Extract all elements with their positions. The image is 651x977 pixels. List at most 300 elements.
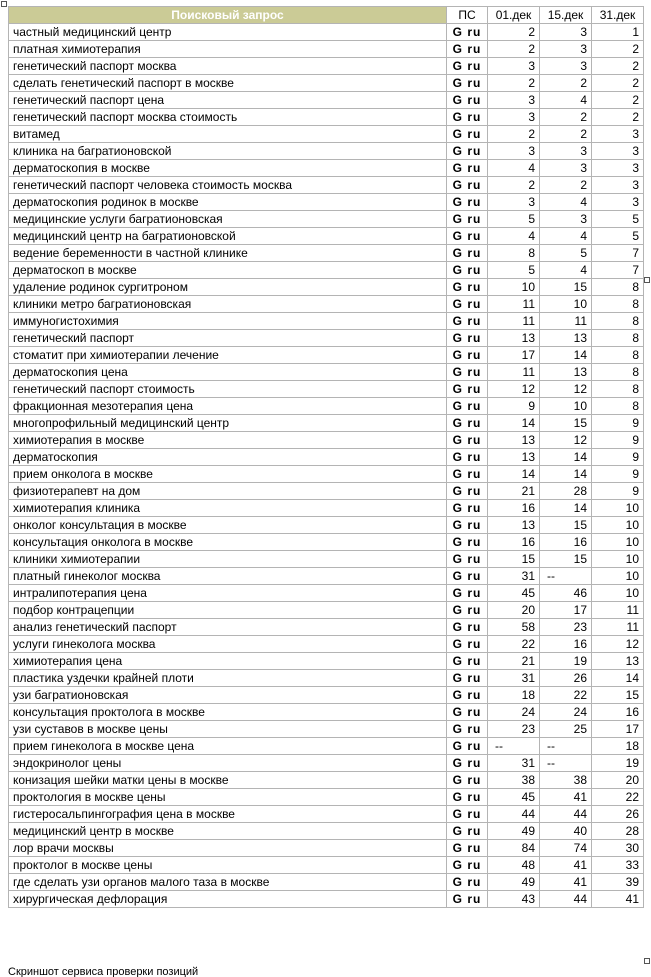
position-cell: 16 xyxy=(540,534,592,551)
query-cell: фракционная мезотерапия цена xyxy=(9,398,447,415)
search-engine-cell: G ru xyxy=(447,874,488,891)
table-row xyxy=(9,840,644,857)
position-cell: 14 xyxy=(540,466,592,483)
query-cell: генетический паспорт стоимость xyxy=(9,381,447,398)
header-search-engine: ПС xyxy=(447,7,488,24)
position-cell: 3 xyxy=(540,143,592,160)
query-cell: многопрофильный медицинский центр xyxy=(9,415,447,432)
position-cell: 8 xyxy=(488,245,540,262)
search-engine-cell: G ru xyxy=(447,670,488,687)
position-cell: 3 xyxy=(540,41,592,58)
position-cell: 24 xyxy=(540,704,592,721)
query-cell: медицинские услуги багратионовская xyxy=(9,211,447,228)
position-cell: 46 xyxy=(540,585,592,602)
search-engine-cell: G ru xyxy=(447,653,488,670)
position-cell: 2 xyxy=(488,24,540,41)
search-engine-cell: G ru xyxy=(447,313,488,330)
table-row xyxy=(9,823,644,840)
position-cell: 5 xyxy=(488,211,540,228)
position-cell: 9 xyxy=(592,432,644,449)
position-cell: 8 xyxy=(592,381,644,398)
search-engine-cell: G ru xyxy=(447,755,488,772)
search-engine-cell: G ru xyxy=(447,483,488,500)
table-body xyxy=(9,24,644,908)
position-cell: 38 xyxy=(488,772,540,789)
search-engine-cell: G ru xyxy=(447,568,488,585)
query-cell: генетический паспорт цена xyxy=(9,92,447,109)
table-row xyxy=(9,296,644,313)
position-cell: 45 xyxy=(488,789,540,806)
position-cell: 13 xyxy=(592,653,644,670)
position-cell: -- xyxy=(540,755,592,772)
position-cell: 17 xyxy=(488,347,540,364)
query-cell: клиники метро багратионовская xyxy=(9,296,447,313)
table-row xyxy=(9,551,644,568)
position-cell: -- xyxy=(540,738,592,755)
position-cell: 21 xyxy=(488,653,540,670)
search-engine-cell: G ru xyxy=(447,619,488,636)
table-row xyxy=(9,874,644,891)
position-cell: 11 xyxy=(488,296,540,313)
position-cell: 3 xyxy=(592,160,644,177)
position-cell: 14 xyxy=(488,466,540,483)
query-cell: проктолог в москве цены xyxy=(9,857,447,874)
table-row xyxy=(9,194,644,211)
position-cell: -- xyxy=(540,568,592,585)
search-engine-cell: G ru xyxy=(447,296,488,313)
search-engine-cell: G ru xyxy=(447,92,488,109)
table-row xyxy=(9,347,644,364)
query-cell: химиотерапия в москве xyxy=(9,432,447,449)
position-cell: 14 xyxy=(540,449,592,466)
position-cell: 10 xyxy=(592,568,644,585)
position-cell: 8 xyxy=(592,330,644,347)
query-cell: консультация проктолога в москве xyxy=(9,704,447,721)
position-cell: 10 xyxy=(592,500,644,517)
search-engine-cell: G ru xyxy=(447,364,488,381)
search-engine-cell: G ru xyxy=(447,772,488,789)
search-engine-cell: G ru xyxy=(447,109,488,126)
position-cell: 44 xyxy=(540,806,592,823)
position-cell: 9 xyxy=(592,483,644,500)
position-cell: 41 xyxy=(540,857,592,874)
table-row xyxy=(9,364,644,381)
position-cell: 20 xyxy=(592,772,644,789)
position-cell: 26 xyxy=(540,670,592,687)
table-row xyxy=(9,636,644,653)
position-cell: 4 xyxy=(540,262,592,279)
table-row xyxy=(9,721,644,738)
table-row xyxy=(9,262,644,279)
position-cell: 8 xyxy=(592,347,644,364)
position-cell: 22 xyxy=(488,636,540,653)
position-cell: 14 xyxy=(592,670,644,687)
table-row xyxy=(9,58,644,75)
query-cell: генетический паспорт xyxy=(9,330,447,347)
search-engine-cell: G ru xyxy=(447,262,488,279)
position-cell: 9 xyxy=(488,398,540,415)
position-cell: 3 xyxy=(488,58,540,75)
search-engine-cell: G ru xyxy=(447,449,488,466)
search-engine-cell: G ru xyxy=(447,789,488,806)
query-cell: дерматоскопия родинок в москве xyxy=(9,194,447,211)
position-cell: 9 xyxy=(592,415,644,432)
table-row xyxy=(9,177,644,194)
search-engine-cell: G ru xyxy=(447,840,488,857)
query-cell: генетический паспорт москва стоимость xyxy=(9,109,447,126)
position-cell: 39 xyxy=(592,874,644,891)
position-cell: 31 xyxy=(488,568,540,585)
search-engine-cell: G ru xyxy=(447,211,488,228)
position-cell: 10 xyxy=(540,398,592,415)
position-cell: 7 xyxy=(592,262,644,279)
position-cell: 58 xyxy=(488,619,540,636)
position-cell: 2 xyxy=(592,75,644,92)
position-cell: 22 xyxy=(592,789,644,806)
table-row xyxy=(9,483,644,500)
position-cell: 2 xyxy=(540,75,592,92)
position-cell: 8 xyxy=(592,364,644,381)
position-cell: 19 xyxy=(592,755,644,772)
position-cell: 2 xyxy=(488,41,540,58)
query-cell: консультация онколога в москве xyxy=(9,534,447,551)
table-row xyxy=(9,806,644,823)
search-engine-cell: G ru xyxy=(447,517,488,534)
search-engine-cell: G ru xyxy=(447,228,488,245)
position-cell: 38 xyxy=(540,772,592,789)
position-cell: 15 xyxy=(488,551,540,568)
position-cell: 3 xyxy=(488,194,540,211)
search-engine-cell: G ru xyxy=(447,143,488,160)
search-engine-cell: G ru xyxy=(447,245,488,262)
position-cell: 13 xyxy=(540,364,592,381)
position-cell: 11 xyxy=(488,364,540,381)
position-cell: 11 xyxy=(592,602,644,619)
search-engine-cell: G ru xyxy=(447,279,488,296)
query-cell: узи багратионовская xyxy=(9,687,447,704)
position-cell: 49 xyxy=(488,823,540,840)
position-cell: 84 xyxy=(488,840,540,857)
table-row xyxy=(9,432,644,449)
position-cell: 13 xyxy=(488,449,540,466)
search-engine-cell: G ru xyxy=(447,891,488,908)
position-cell: 21 xyxy=(488,483,540,500)
table-row xyxy=(9,466,644,483)
search-engine-cell: G ru xyxy=(447,585,488,602)
position-cell: 11 xyxy=(540,313,592,330)
position-cell: 16 xyxy=(540,636,592,653)
table-row xyxy=(9,500,644,517)
table-row xyxy=(9,687,644,704)
position-cell: 41 xyxy=(540,874,592,891)
position-cell: 24 xyxy=(488,704,540,721)
position-cell: 43 xyxy=(488,891,540,908)
query-cell: витамед xyxy=(9,126,447,143)
table-row xyxy=(9,381,644,398)
position-cell: 4 xyxy=(540,194,592,211)
position-cell: 14 xyxy=(540,500,592,517)
position-cell: 25 xyxy=(540,721,592,738)
position-cell: 2 xyxy=(488,177,540,194)
position-cell: 16 xyxy=(488,500,540,517)
query-cell: пластика уздечки крайней плоти xyxy=(9,670,447,687)
table-row xyxy=(9,602,644,619)
query-cell: стоматит при химиотерапии лечение xyxy=(9,347,447,364)
query-cell: платный гинеколог москва xyxy=(9,568,447,585)
position-cell: 22 xyxy=(540,687,592,704)
position-cell: 9 xyxy=(592,466,644,483)
table-row xyxy=(9,517,644,534)
position-cell: 13 xyxy=(488,517,540,534)
table-row xyxy=(9,143,644,160)
query-cell: клиники химиотерапии xyxy=(9,551,447,568)
query-cell: генетический паспорт москва xyxy=(9,58,447,75)
query-cell: медицинский центр в москве xyxy=(9,823,447,840)
position-cell: 3 xyxy=(540,211,592,228)
query-cell: частный медицинский центр xyxy=(9,24,447,41)
search-engine-cell: G ru xyxy=(447,806,488,823)
table-row xyxy=(9,789,644,806)
position-cell: 10 xyxy=(540,296,592,313)
position-cell: 10 xyxy=(592,551,644,568)
table-row xyxy=(9,211,644,228)
query-cell: прием онколога в москве xyxy=(9,466,447,483)
position-cell: 33 xyxy=(592,857,644,874)
position-cell: 4 xyxy=(488,160,540,177)
search-engine-cell: G ru xyxy=(447,687,488,704)
search-engine-cell: G ru xyxy=(447,551,488,568)
position-cell: 23 xyxy=(488,721,540,738)
search-engine-cell: G ru xyxy=(447,415,488,432)
position-cell: 5 xyxy=(488,262,540,279)
position-cell: 31 xyxy=(488,670,540,687)
position-cell: 7 xyxy=(592,245,644,262)
position-cell: 15 xyxy=(540,517,592,534)
position-cell: 4 xyxy=(540,92,592,109)
position-cell: 15 xyxy=(592,687,644,704)
search-engine-cell: G ru xyxy=(447,381,488,398)
caption-clipped: Скриншот сервиса проверки позиций xyxy=(8,966,199,977)
query-cell: ведение беременности в частной клинике xyxy=(9,245,447,262)
query-cell: подбор контрацепции xyxy=(9,602,447,619)
position-cell: 2 xyxy=(592,58,644,75)
position-cell: 9 xyxy=(592,449,644,466)
position-cell: 31 xyxy=(488,755,540,772)
search-engine-cell: G ru xyxy=(447,466,488,483)
position-cell: 2 xyxy=(540,177,592,194)
query-cell: интралипотерапия цена xyxy=(9,585,447,602)
table-row xyxy=(9,228,644,245)
table-row xyxy=(9,75,644,92)
position-cell: 5 xyxy=(592,211,644,228)
position-cell: 49 xyxy=(488,874,540,891)
query-cell: хирургическая дефлорация xyxy=(9,891,447,908)
position-cell: 14 xyxy=(540,347,592,364)
position-cell: 3 xyxy=(540,160,592,177)
query-cell: удаление родинок сургитроном xyxy=(9,279,447,296)
position-cell: 16 xyxy=(592,704,644,721)
position-cell: 11 xyxy=(592,619,644,636)
query-cell: сделать генетический паспорт в москве xyxy=(9,75,447,92)
position-cell: 12 xyxy=(592,636,644,653)
table-row xyxy=(9,330,644,347)
selection-handle-middle-right[interactable] xyxy=(644,277,650,283)
query-cell: физиотерапевт на дом xyxy=(9,483,447,500)
position-cell: 3 xyxy=(592,177,644,194)
table-row xyxy=(9,704,644,721)
query-cell: дерматоскопия цена xyxy=(9,364,447,381)
search-engine-cell: G ru xyxy=(447,432,488,449)
position-cell: 48 xyxy=(488,857,540,874)
table-row xyxy=(9,755,644,772)
header-row xyxy=(9,7,644,24)
position-cell: 15 xyxy=(540,415,592,432)
query-cell: дерматоскопия xyxy=(9,449,447,466)
position-cell: 18 xyxy=(592,738,644,755)
position-cell: 3 xyxy=(592,194,644,211)
selection-handle-top-left[interactable] xyxy=(1,1,7,7)
search-engine-cell: G ru xyxy=(447,738,488,755)
table-row xyxy=(9,160,644,177)
query-cell: клиника на багратионовской xyxy=(9,143,447,160)
query-cell: химиотерапия клиника xyxy=(9,500,447,517)
query-cell: лор врачи москвы xyxy=(9,840,447,857)
position-cell: 5 xyxy=(592,228,644,245)
search-engine-cell: G ru xyxy=(447,704,488,721)
position-cell: 30 xyxy=(592,840,644,857)
position-cell: 28 xyxy=(592,823,644,840)
position-cell: 3 xyxy=(488,109,540,126)
query-cell: конизация шейки матки цены в москве xyxy=(9,772,447,789)
query-cell: узи суставов в москве цены xyxy=(9,721,447,738)
position-cell: 3 xyxy=(540,24,592,41)
query-cell: эндокринолог цены xyxy=(9,755,447,772)
position-cell: 10 xyxy=(488,279,540,296)
position-cell: 12 xyxy=(540,381,592,398)
table-row xyxy=(9,313,644,330)
position-cell: 13 xyxy=(488,330,540,347)
search-engine-cell: G ru xyxy=(447,857,488,874)
position-cell: 41 xyxy=(540,789,592,806)
search-engine-cell: G ru xyxy=(447,41,488,58)
search-engine-cell: G ru xyxy=(447,58,488,75)
position-cell: 12 xyxy=(488,381,540,398)
search-engine-cell: G ru xyxy=(447,24,488,41)
position-cell: 19 xyxy=(540,653,592,670)
position-cell: 23 xyxy=(540,619,592,636)
query-cell: гистеросальпингография цена в москве xyxy=(9,806,447,823)
search-engine-cell: G ru xyxy=(447,194,488,211)
position-cell: 3 xyxy=(488,143,540,160)
position-cell: 8 xyxy=(592,279,644,296)
position-cell: 15 xyxy=(540,551,592,568)
position-cell: 10 xyxy=(592,585,644,602)
search-engine-cell: G ru xyxy=(447,330,488,347)
position-cell: 17 xyxy=(540,602,592,619)
position-cell: 41 xyxy=(592,891,644,908)
table-row xyxy=(9,449,644,466)
positions-table xyxy=(8,6,644,908)
position-cell: 28 xyxy=(540,483,592,500)
position-cell: 2 xyxy=(592,41,644,58)
position-cell: 3 xyxy=(592,126,644,143)
position-cell: 10 xyxy=(592,517,644,534)
table-row xyxy=(9,534,644,551)
table-row xyxy=(9,653,644,670)
position-cell: 40 xyxy=(540,823,592,840)
table-row xyxy=(9,126,644,143)
search-engine-cell: G ru xyxy=(447,177,488,194)
search-engine-cell: G ru xyxy=(447,534,488,551)
table-row xyxy=(9,585,644,602)
position-cell: 3 xyxy=(488,92,540,109)
table-row xyxy=(9,738,644,755)
table-row xyxy=(9,398,644,415)
query-cell: медицинский центр на багратионовской xyxy=(9,228,447,245)
search-engine-cell: G ru xyxy=(447,160,488,177)
table-row xyxy=(9,24,644,41)
position-cell: 44 xyxy=(540,891,592,908)
position-cell: 15 xyxy=(540,279,592,296)
header-date-31: 31.дек xyxy=(592,7,644,24)
search-engine-cell: G ru xyxy=(447,398,488,415)
search-engine-cell: G ru xyxy=(447,823,488,840)
header-date-15: 15.дек xyxy=(540,7,592,24)
position-cell: 18 xyxy=(488,687,540,704)
search-engine-cell: G ru xyxy=(447,75,488,92)
query-cell: анализ генетический паспорт xyxy=(9,619,447,636)
query-cell: онколог консультация в москве xyxy=(9,517,447,534)
position-cell: 17 xyxy=(592,721,644,738)
position-cell: 3 xyxy=(592,143,644,160)
table-row xyxy=(9,109,644,126)
position-cell: 3 xyxy=(540,58,592,75)
query-cell: иммуногистохимия xyxy=(9,313,447,330)
selection-handle-bottom-right[interactable] xyxy=(644,958,650,964)
query-cell: услуги гинеколога москва xyxy=(9,636,447,653)
table-row xyxy=(9,772,644,789)
position-cell: 2 xyxy=(592,109,644,126)
position-cell: 2 xyxy=(488,126,540,143)
header-date-01: 01.дек xyxy=(488,7,540,24)
table-row xyxy=(9,245,644,262)
position-cell: 74 xyxy=(540,840,592,857)
header-query: Поисковый запрос xyxy=(9,7,447,24)
position-cell: 4 xyxy=(488,228,540,245)
table-row xyxy=(9,619,644,636)
position-cell: 5 xyxy=(540,245,592,262)
query-cell: где сделать узи органов малого таза в москве xyxy=(9,874,447,891)
position-cell: 8 xyxy=(592,296,644,313)
position-cell: -- xyxy=(488,738,540,755)
position-cell: 13 xyxy=(540,330,592,347)
query-cell: дерматоскоп в москве xyxy=(9,262,447,279)
search-engine-cell: G ru xyxy=(447,636,488,653)
search-engine-cell: G ru xyxy=(447,347,488,364)
position-cell: 1 xyxy=(592,24,644,41)
position-cell: 8 xyxy=(592,398,644,415)
table-row xyxy=(9,279,644,296)
query-cell: проктология в москве цены xyxy=(9,789,447,806)
search-engine-cell: G ru xyxy=(447,602,488,619)
position-cell: 2 xyxy=(540,109,592,126)
position-cell: 4 xyxy=(540,228,592,245)
position-cell: 20 xyxy=(488,602,540,619)
position-cell: 11 xyxy=(488,313,540,330)
position-cell: 16 xyxy=(488,534,540,551)
position-cell: 13 xyxy=(488,432,540,449)
table-row xyxy=(9,891,644,908)
